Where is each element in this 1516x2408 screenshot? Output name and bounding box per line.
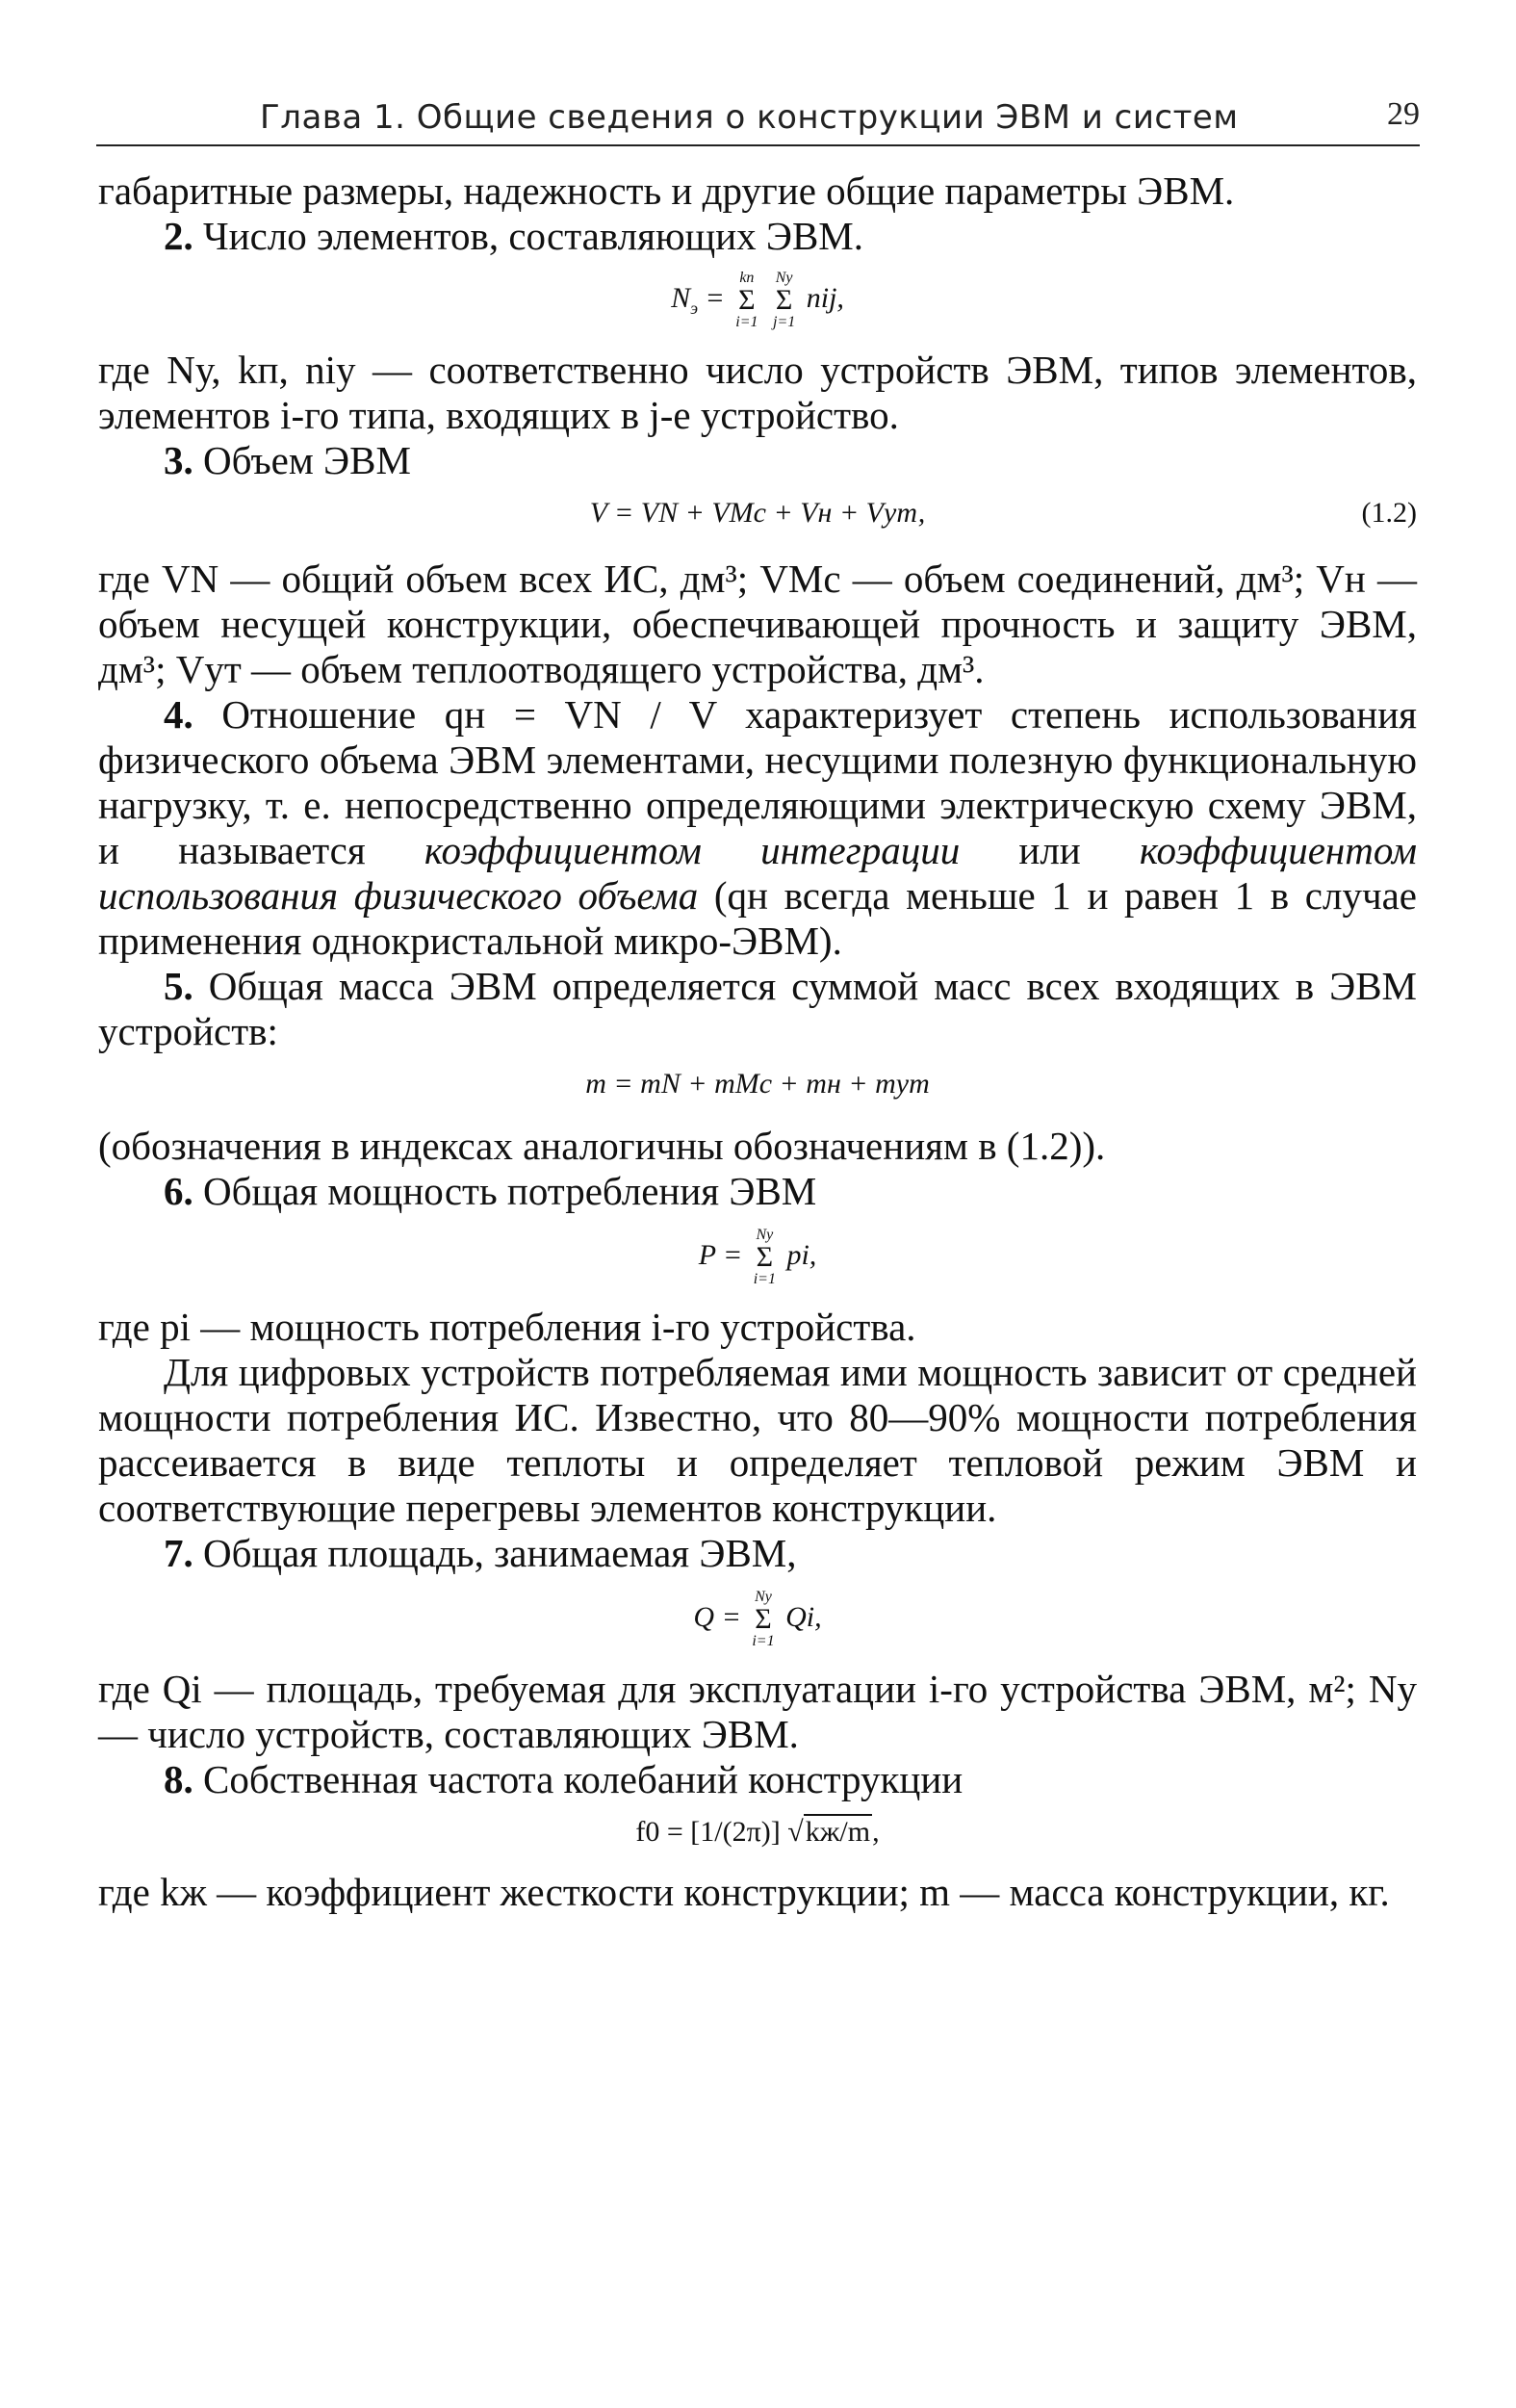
item-number: 7. [164, 1531, 193, 1575]
sum-upper: Nу [755, 1589, 772, 1605]
sum-lower: i=1 [753, 1271, 776, 1287]
formula-term: pi, [786, 1238, 817, 1271]
formula-text: m = mN + mMc + mн + mут [585, 1068, 930, 1100]
item-3 [98, 438, 1417, 483]
running-header [96, 89, 1420, 146]
formula-term: nij, [806, 281, 844, 314]
formula-power [98, 1228, 1417, 1287]
formula-lhs: N [671, 281, 691, 314]
header-rule [96, 144, 1420, 146]
formula-volume [98, 497, 1417, 530]
paragraph-continuation: габаритные размеры, надежность и другие общие параметры ЭВМ. [98, 168, 1235, 213]
sum-symbol [735, 271, 758, 330]
sigma-glyph: Σ [756, 1241, 774, 1273]
paragraph-where-4: где pi — мощность потребления i-го устройства. [98, 1305, 916, 1349]
formula-text: f0 = [1/(2π)] √ [635, 1816, 804, 1848]
term-emphasis: коэффициентом использования физического объема [98, 828, 1417, 918]
item-8 [98, 1757, 1417, 1802]
item-text: (qн всегда меньше 1 и равен 1 в случае применения однокристальной микро-ЭВМ). [98, 873, 1417, 963]
formula-mass [98, 1068, 1417, 1100]
sum-symbol [754, 1228, 776, 1287]
item-number: 8. [164, 1757, 193, 1801]
item-number: 5. [164, 964, 193, 1008]
sum-lower: j=1 [773, 314, 796, 330]
item-text: или [960, 828, 1140, 872]
sum-lower: i=1 [735, 314, 758, 330]
formula-frequency [98, 1816, 1417, 1849]
sum-lower: i=1 [752, 1633, 775, 1649]
page-number: 29 [1387, 96, 1420, 132]
item-text: Общая площадь, занимаемая ЭВМ, [203, 1531, 797, 1575]
page-body [98, 168, 1417, 1915]
item-text: Общая масса ЭВМ определяется суммой масс всех входящих в ЭВМ устройств: [98, 964, 1418, 1053]
paragraph-note: (обозначения в индексах аналогичны обозначениям в (1.2)). [98, 1124, 1106, 1168]
item-6 [98, 1169, 1417, 1214]
term-emphasis: коэффициентом интеграции [424, 828, 961, 872]
item-7 [98, 1531, 1417, 1576]
paragraph-where-5: где Qi — площадь, требуемая для эксплуатации i-го устройства ЭВМ, м²; Nу — число устройств, составляющих ЭВМ. [98, 1667, 1417, 1756]
paragraph-power: Для цифровых устройств потребляемая ими мощность зависит от средней мощности потребления ИС. Известно, что 80—90% мощности потребления рассеивается в виде теплоты и определяет тепловой режим ЭВМ и соответствующие перегревы элементов конструкции. [98, 1350, 1417, 1530]
paragraph-where-1: где Nу, kп, niу — соответственно число устройств ЭВМ, типов элементов, элементов i-го типа, входящих в j-е устройство. [98, 348, 1417, 437]
item-number: 2. [164, 214, 193, 258]
formula-punct: , [872, 1816, 880, 1848]
chapter-title: Глава 1. Общие сведения о конструкции ЭВМ и систем [260, 98, 1239, 137]
item-4 [98, 692, 1417, 964]
sigma-glyph: Σ [775, 284, 793, 316]
formula-lhs-sub: э [690, 298, 699, 318]
paragraph-where-2: где VN — общий объем всех ИС, дм³; VMc — объем соединений, дм³; Vн — объем несущей конструкции, обеспечивающей прочность и защиту ЭВМ, дм³; Vут — объем теплоотводящего устройства, дм³. [98, 557, 1417, 691]
item-number: 3. [164, 438, 193, 482]
sqrt-radicand: kж/m [805, 1816, 871, 1848]
item-text: Собственная частота колебаний конструкции [203, 1757, 964, 1801]
formula-lhs: P = [698, 1238, 743, 1271]
sum-upper: kп [739, 270, 755, 286]
sigma-glyph: Σ [738, 284, 756, 316]
sum-symbol [773, 271, 795, 330]
item-text: Отношение qн = VN / V характеризует степень использования физического объема ЭВМ элементами, несущими полезную функциональную нагрузку, т. е. непосредственно определяющими электрическую схему ЭВМ, и называется [98, 692, 1417, 872]
formula-element-count [98, 271, 1417, 330]
paragraph-where-6: где kж — коэффициент жесткости конструкции; m — масса конструкции, кг. [98, 1870, 1390, 1914]
sigma-glyph: Σ [755, 1603, 772, 1635]
formula-lhs: Q = [693, 1600, 741, 1633]
formula-text: V = VN + VMc + Vн + Vут, [589, 497, 926, 529]
item-number: 6. [164, 1169, 193, 1213]
formula-term: Qi, [785, 1600, 822, 1633]
item-5 [98, 964, 1417, 1054]
sum-upper: Nу [756, 1227, 774, 1243]
item-text: Объем ЭВМ [203, 438, 411, 482]
item-text: Общая мощность потребления ЭВМ [203, 1169, 817, 1213]
sum-upper: Nу [775, 270, 793, 286]
formula-equals: = [705, 281, 725, 314]
item-text: Число элементов, составляющих ЭВМ. [203, 214, 864, 258]
item-number: 4. [164, 692, 193, 737]
equation-number: (1.2) [1361, 497, 1417, 529]
formula-area [98, 1590, 1417, 1649]
item-2 [98, 214, 1417, 259]
sum-symbol [752, 1590, 774, 1649]
